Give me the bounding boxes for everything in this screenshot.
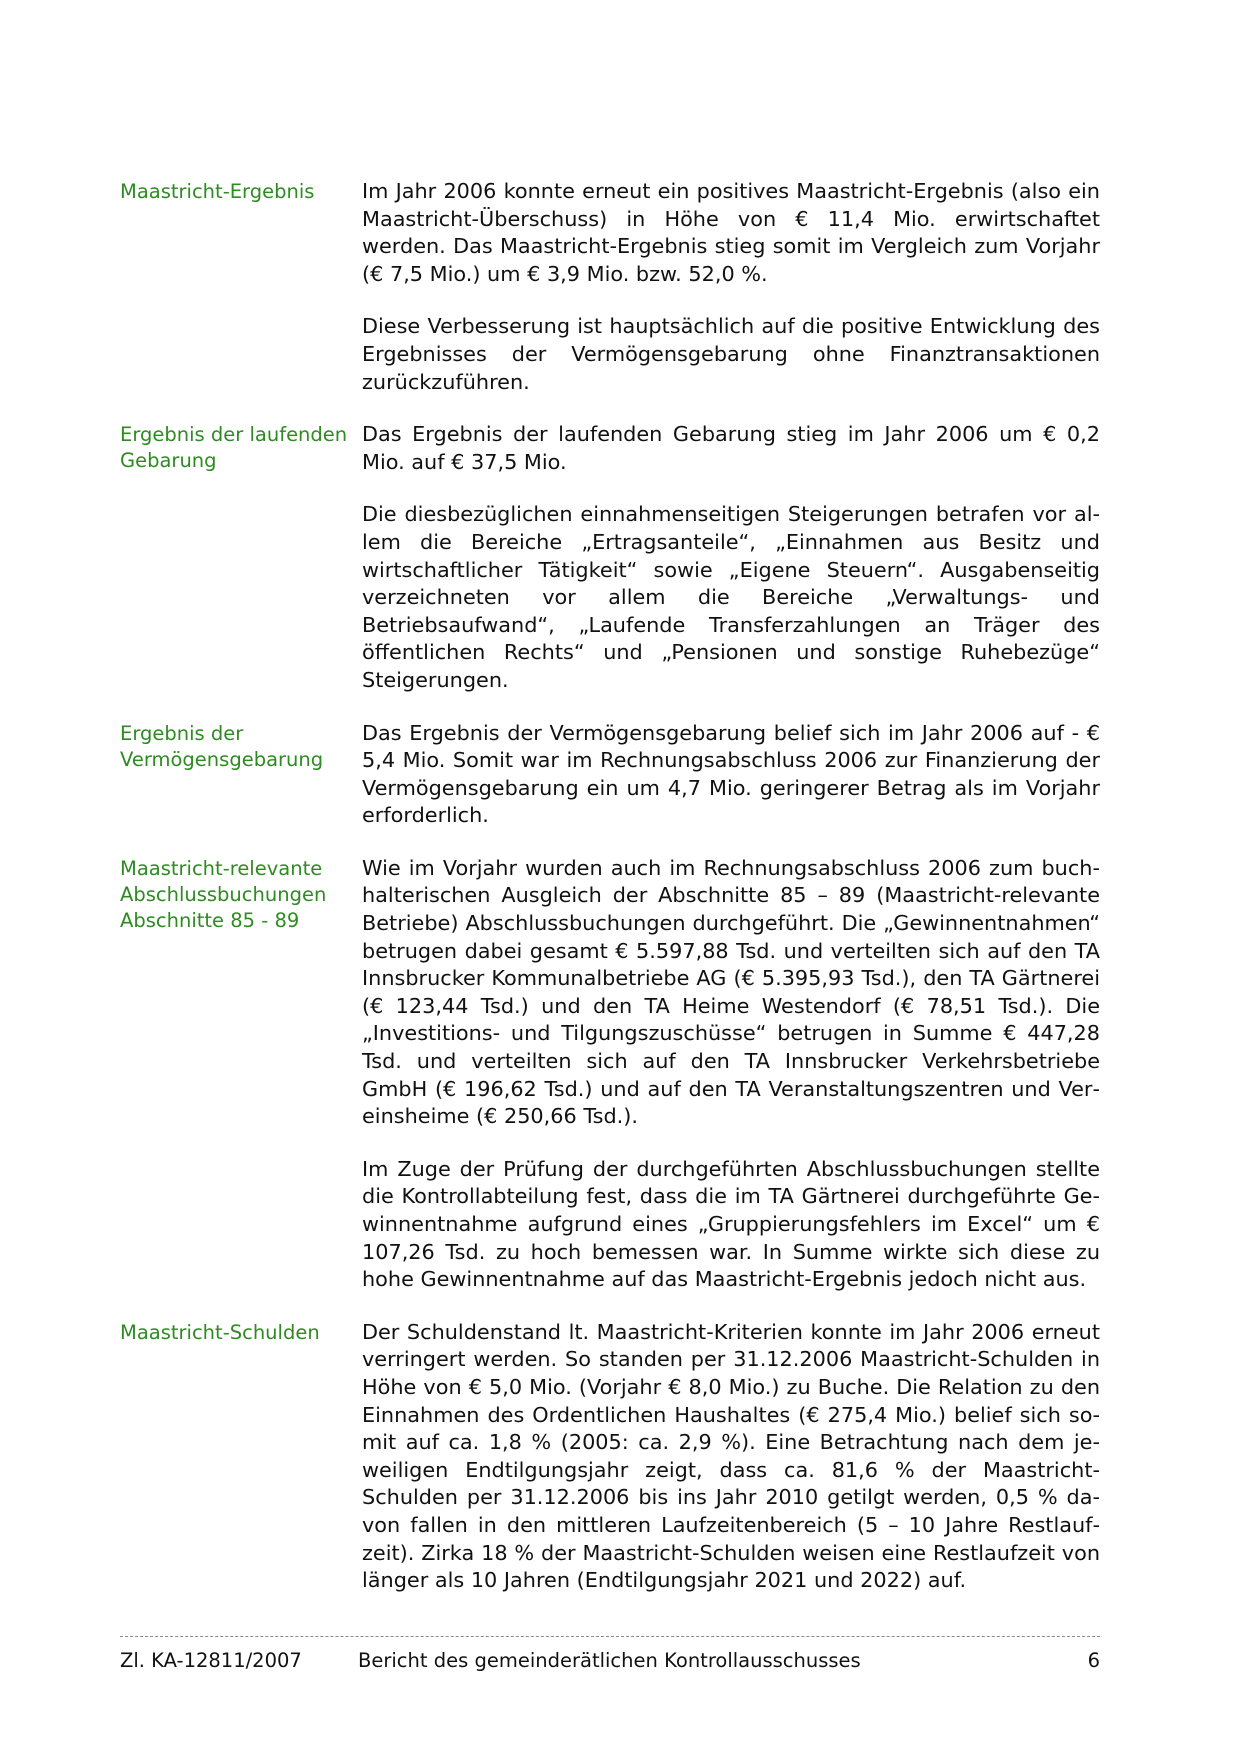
side-label: Maastricht-Schulden — [120, 1320, 320, 1344]
paragraph: Das Ergebnis der Vermögensgebarung belief sich im Jahr 2006 auf - € 5,4 Mio. Somit war im Rechnungsabschluss 2006 zur Finanzierung der Vermögensgebarung ein um 4,7 Mio. geringerer Betrag als im Vorjahr erforderlich. — [362, 720, 1100, 828]
section-maastricht-schulden — [120, 1319, 1100, 1595]
page-footer — [120, 1648, 1100, 1678]
section-text — [362, 178, 1100, 421]
paragraph: Das Ergebnis der laufenden Gebarung stieg im Jahr 2006 um € 0,2 Mio. auf € 37,5 Mio. — [362, 422, 1100, 474]
section-text — [362, 1319, 1100, 1595]
footer-reference: Zl. KA-12811/2007 — [120, 1649, 302, 1672]
side-label: Ergebnis der laufenden Gebarung — [120, 423, 348, 473]
page-number: 6 — [1087, 1649, 1100, 1672]
section-abschlussbuchungen — [120, 855, 1100, 1319]
section-text — [362, 720, 1100, 855]
footer-title: Bericht des gemeinderätlichen Kontrollausschusses — [358, 1649, 861, 1672]
footer-divider — [120, 1636, 1100, 1637]
paragraph: Im Zuge der Prüfung der durchgeführten Abschlussbuchungen stellte die Kontrollabteilung fest, dass die im TA Gärtnerei durchgeführte Gewinnentnahme aufgrund eines „Gruppierungsfehlers im Excel“ um € 107,26 Tsd. zu hoch bemessen war. In Summe wirkte sich diese zu hohe Gewinnentnahme auf das Maastricht-Ergebnis jedoch nicht aus. — [362, 1156, 1100, 1292]
paragraph: Der Schuldenstand lt. Maastricht-Kriterien konnte im Jahr 2006 erneut verringert werden. So standen per 31.12.2006 Maastricht-Schulden in Höhe von € 5,0 Mio. (Vorjahr € 8,0 Mio.) zu Buche. Die Relation zu den Einnahmen des Ordentlichen Haushaltes (€ 275,4 Mio.) belief sich somit auf ca. 1,8 % (2005: ca. 2,9 %). Eine Betrachtung nach dem jeweiligen Endtilgungsjahr zeigt, dass ca. 81,6 % der Maastricht-Schulden per 31.12.2006 bis ins Jahr 2010 getilgt werden, 0,5 % davon fallen in den mittleren Laufzeitenbereich (5 – 10 Jahre Restlaufzeit). Zirka 18 % der Maastricht-Schulden weisen eine Restlaufzeit von länger als 10 Jahren (Endtilgungsjahr 2021 und 2022) auf. — [362, 1319, 1100, 1593]
paragraph: Die diesbezüglichen einnahmenseitigen Steigerungen betrafen vor allem die Bereiche „Ertragsanteile“, „Einnahmen aus Besitz und wirtschaftlicher Tätigkeit“ sowie „Eigene Steuern“. Ausgabenseitig verzeichneten vor allem die Bereiche „Verwaltungs- und Betriebsaufwand“, „Laufende Transferzahlungen an Träger des öffentlichen Rechts“ und „Pensionen und sonstige Ruhebezüge“ Steigerungen. — [362, 502, 1100, 692]
side-label: Maastricht-Ergebnis — [120, 180, 315, 203]
side-label: Maastricht-relevante Abschlussbuchungen Abschnitte 85 - 89 — [120, 856, 327, 932]
side-label: Ergebnis der Vermögensgebarung — [120, 721, 324, 771]
section-maastricht-ergebnis — [120, 178, 1100, 421]
section-text — [362, 421, 1100, 719]
paragraph: Im Jahr 2006 konnte erneut ein positives Maastricht-Ergebnis (also ein Maastricht-Überschuss) in Höhe von € 11,4 Mio. erwirtschaftet werden. Das Maastricht-Ergebnis stieg somit im Vergleich zum Vorjahr (€ 7,5 Mio.) um € 3,9 Mio. bzw. 52,0 %. — [362, 179, 1100, 286]
paragraph: Diese Verbesserung ist hauptsächlich auf die positive Entwicklung des Ergebnisses der Vermögensgebarung ohne Finanztransaktionen zurückzuführen. — [362, 314, 1100, 394]
section-vermoegensgebarung — [120, 720, 1100, 855]
section-text — [362, 855, 1100, 1319]
section-laufende-gebarung — [120, 421, 1100, 719]
report-body — [120, 178, 1100, 1595]
paragraph: Wie im Vorjahr wurden auch im Rechnungsabschluss 2006 zum buchhalterischen Ausgleich der Abschnitte 85 – 89 (Maastricht-relevante Betriebe) Abschlussbuchungen durchgeführt. Die „Gewinnentnahmen“ betrugen dabei gesamt € 5.597,88 Tsd. und verteilten sich auf den TA Innsbrucker Kommunalbetriebe AG (€ 5.395,93 Tsd.), den TA Gärtnerei (€ 123,44 Tsd.) und den TA Heime Westendorf (€ 78,51 Tsd.). Die „Investitions- und Tilgungszuschüsse“ betrugen in Summe € 447,28 Tsd. und verteilten sich auf den TA Innsbrucker Verkehrsbetriebe GmbH (€ 196,62 Tsd.) und auf den TA Veranstaltungszentren und Vereinsheime (€ 250,66 Tsd.). — [362, 855, 1100, 1129]
